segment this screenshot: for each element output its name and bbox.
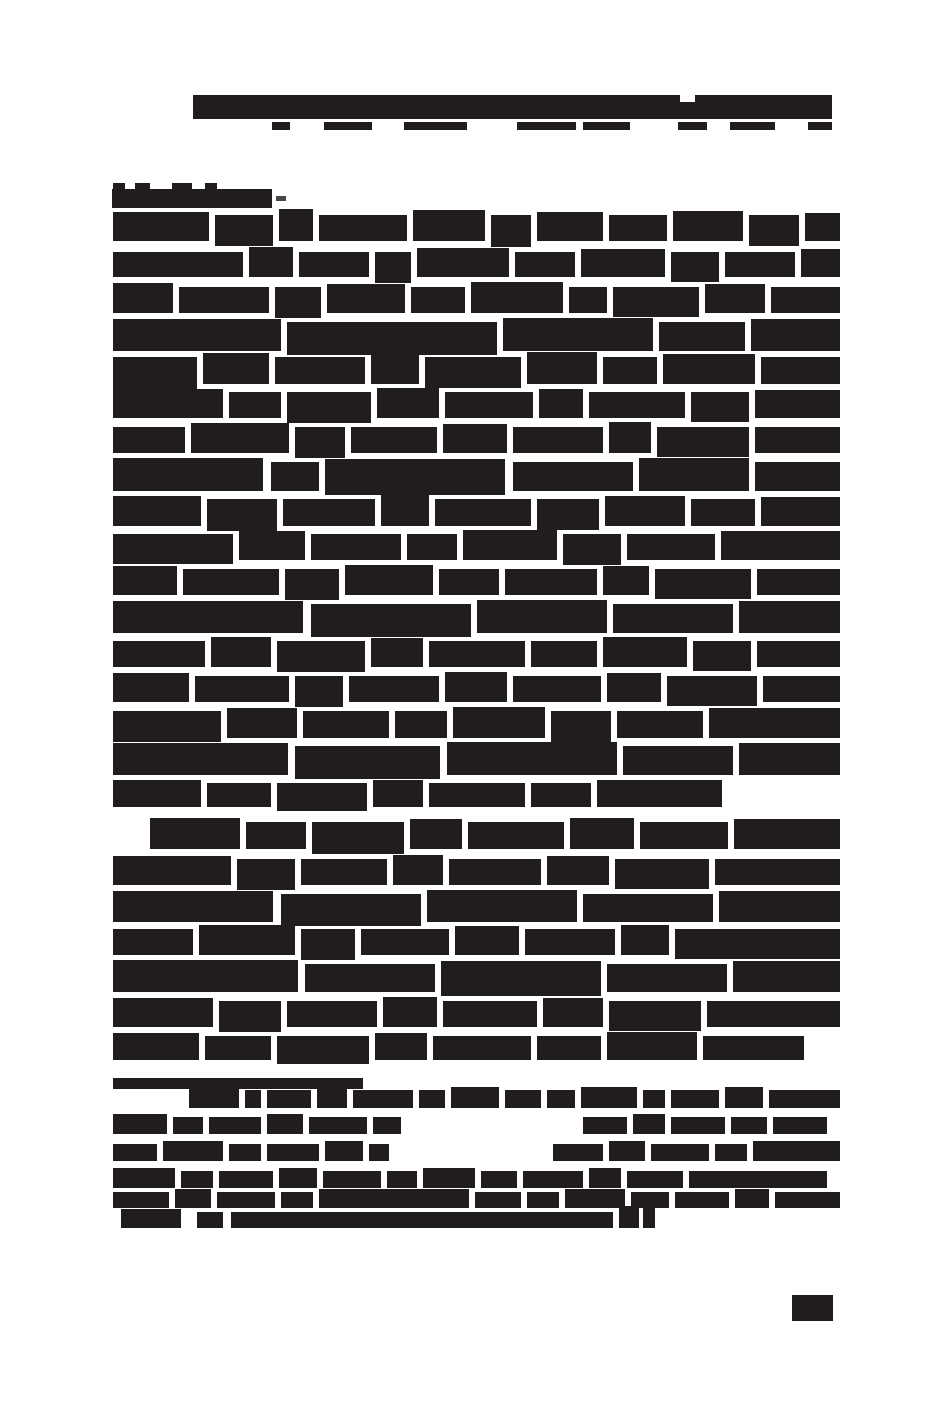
text-ink-fragment: [667, 676, 757, 706]
text-ink-fragment: [531, 783, 591, 807]
text-ink-fragment: [707, 1001, 840, 1027]
text-ink-fragment: [279, 1168, 317, 1188]
text-ink-fragment: [287, 1001, 377, 1027]
text-ink-fragment: [623, 746, 733, 775]
text-ink-fragment: [609, 215, 667, 241]
text-ink-fragment: [531, 641, 597, 667]
text-ink-fragment: [325, 459, 505, 495]
text-ink-fragment: [113, 283, 173, 313]
text-ink-fragment: [319, 1189, 469, 1208]
text-ink-fragment: [761, 357, 840, 384]
header-text-remnant: [730, 122, 775, 130]
text-ink-fragment: [445, 392, 533, 418]
text-ink-fragment: [113, 1192, 169, 1208]
text-ink-fragment: [205, 1036, 271, 1060]
text-ink-fragment: [463, 530, 557, 560]
text-ink-fragment: [267, 1144, 319, 1161]
text-ink-fragment: [583, 1117, 627, 1134]
body-text-line: [113, 783, 722, 807]
text-ink-fragment: [301, 859, 387, 885]
text-ink-fragment: [207, 499, 277, 531]
text-ink-fragment: [607, 964, 727, 992]
text-ink-fragment: [513, 427, 603, 453]
text-ink-fragment: [113, 458, 263, 491]
text-ink-fragment: [377, 388, 439, 418]
text-ink-fragment: [283, 499, 375, 526]
text-ink-fragment: [715, 859, 840, 885]
header-text-remnant: [272, 122, 290, 130]
text-ink-fragment: [471, 282, 563, 313]
body-text-line: [113, 322, 840, 351]
footnote-text-line: [113, 1144, 840, 1161]
text-ink-fragment: [229, 1144, 261, 1161]
text-ink-fragment: [113, 998, 213, 1027]
text-ink-fragment: [613, 604, 733, 633]
text-ink-fragment: [613, 287, 699, 317]
text-ink-fragment: [655, 569, 751, 599]
text-ink-fragment: [113, 641, 205, 667]
text-ink-fragment: [429, 783, 525, 807]
text-ink-fragment: [581, 1087, 637, 1108]
text-ink-fragment: [570, 818, 634, 849]
text-ink-fragment: [447, 742, 617, 775]
text-ink-fragment: [773, 1117, 827, 1134]
text-ink-fragment: [181, 1171, 213, 1188]
body-text-line: [113, 894, 840, 922]
text-ink-fragment: [267, 1114, 303, 1134]
text-ink-fragment: [295, 676, 343, 707]
text-ink-fragment: [439, 569, 499, 595]
text-ink-fragment: [375, 252, 411, 283]
text-ink-fragment: [583, 894, 713, 922]
text-ink-fragment: [505, 569, 597, 595]
text-ink-fragment: [277, 1036, 369, 1064]
footnote-text-line: [113, 1117, 827, 1134]
text-ink-fragment: [191, 423, 289, 453]
text-ink-fragment: [303, 711, 389, 738]
text-ink-fragment: [287, 392, 371, 423]
text-ink-fragment: [527, 352, 597, 384]
text-ink-fragment: [203, 353, 269, 384]
text-ink-fragment: [246, 822, 306, 849]
text-ink-fragment: [199, 925, 295, 955]
text-ink-fragment: [323, 1171, 381, 1188]
text-ink-fragment: [209, 1117, 261, 1134]
text-ink-fragment: [197, 1212, 223, 1228]
text-ink-fragment: [113, 566, 177, 595]
text-ink-fragment: [113, 891, 273, 922]
text-ink-fragment: [281, 894, 421, 926]
text-ink-fragment: [581, 249, 665, 277]
text-ink-fragment: [739, 743, 840, 775]
text-ink-fragment: [725, 252, 795, 277]
text-ink-fragment: [369, 1144, 389, 1161]
text-ink-fragment: [640, 822, 728, 849]
footnote-text-line: [113, 1171, 827, 1188]
text-ink-fragment: [309, 1117, 367, 1134]
text-ink-fragment: [525, 929, 615, 955]
text-ink-fragment: [227, 708, 297, 738]
text-ink-fragment: [295, 427, 345, 458]
text-ink-fragment: [281, 1192, 313, 1208]
text-ink-fragment: [245, 1090, 261, 1108]
text-ink-fragment: [353, 1090, 413, 1108]
text-ink-fragment: [609, 1141, 645, 1161]
header-text-remnant: [324, 122, 372, 130]
text-ink-fragment: [113, 534, 233, 564]
body-text-line: [113, 462, 840, 491]
text-ink-fragment: [427, 890, 577, 922]
text-ink-fragment: [275, 357, 365, 384]
text-ink-fragment: [453, 707, 545, 738]
text-ink-fragment: [311, 534, 401, 560]
text-ink-fragment: [113, 357, 197, 389]
header-text-remnant: [583, 122, 630, 130]
text-ink-fragment: [805, 213, 840, 241]
text-ink-fragment: [219, 1171, 273, 1188]
text-ink-fragment: [327, 284, 405, 313]
text-ink-fragment: [725, 1087, 763, 1108]
text-ink-fragment: [671, 1117, 725, 1134]
text-ink-fragment: [693, 641, 751, 671]
text-ink-fragment: [189, 1087, 239, 1108]
text-ink-fragment: [312, 822, 404, 854]
text-ink-fragment: [565, 1189, 625, 1208]
body-text-line: [113, 964, 840, 992]
text-ink-fragment: [239, 531, 305, 560]
text-ink-fragment: [651, 1144, 709, 1161]
text-ink-fragment: [503, 318, 653, 351]
text-ink-fragment: [537, 1036, 601, 1060]
text-ink-fragment: [443, 424, 507, 453]
text-ink-fragment: [229, 392, 281, 418]
body-text-line: [113, 1036, 804, 1060]
text-ink-fragment: [621, 925, 669, 955]
text-ink-fragment: [387, 1171, 417, 1188]
text-ink-fragment: [407, 534, 457, 560]
text-ink-fragment: [755, 390, 840, 418]
text-ink-fragment: [605, 496, 685, 526]
text-ink-fragment: [371, 354, 419, 384]
text-ink-fragment: [603, 566, 649, 595]
text-ink-fragment: [775, 1192, 840, 1208]
footnote-text-line: [113, 1212, 655, 1228]
text-ink-fragment: [237, 859, 295, 890]
text-ink-fragment: [657, 427, 749, 457]
text-ink-fragment: [547, 1090, 575, 1108]
text-ink-fragment: [371, 638, 423, 667]
text-ink-fragment: [183, 569, 279, 595]
text-ink-fragment: [113, 319, 281, 351]
text-ink-fragment: [709, 708, 840, 738]
text-ink-fragment: [231, 1212, 613, 1228]
text-ink-fragment: [410, 819, 462, 849]
text-ink-fragment: [417, 248, 509, 277]
text-ink-fragment: [609, 1001, 701, 1031]
text-ink-fragment: [751, 319, 840, 351]
text-ink-fragment: [475, 1192, 521, 1208]
body-text-line: [113, 215, 840, 241]
text-ink-fragment: [481, 1171, 517, 1188]
text-ink-fragment: [349, 676, 439, 702]
text-ink-fragment: [468, 822, 564, 849]
text-ink-fragment: [113, 212, 209, 241]
heading-main-blob: [112, 189, 272, 208]
text-ink-fragment: [633, 1114, 665, 1134]
text-ink-fragment: [361, 929, 449, 955]
text-ink-fragment: [537, 499, 599, 530]
footnote-text-line: [113, 1192, 840, 1208]
text-ink-fragment: [619, 1206, 639, 1228]
header-text-remnant: [678, 122, 707, 130]
text-ink-fragment: [195, 676, 289, 702]
text-ink-fragment: [113, 1168, 175, 1188]
body-text-line: [113, 929, 840, 955]
text-ink-fragment: [113, 427, 185, 453]
text-ink-fragment: [739, 601, 840, 633]
text-ink-fragment: [215, 215, 273, 246]
text-ink-fragment: [211, 637, 271, 667]
text-ink-fragment: [319, 215, 407, 241]
text-ink-fragment: [113, 711, 221, 742]
text-ink-fragment: [449, 859, 541, 885]
text-ink-fragment: [375, 1033, 427, 1060]
text-ink-fragment: [277, 641, 365, 672]
body-text-line: [113, 859, 840, 885]
text-ink-fragment: [603, 357, 657, 384]
text-ink-fragment: [113, 856, 231, 885]
text-ink-fragment: [381, 495, 429, 526]
header-text-remnant: [404, 122, 467, 130]
body-text-line: [150, 822, 840, 849]
text-ink-fragment: [691, 392, 749, 422]
text-ink-fragment: [537, 212, 603, 241]
text-ink-fragment: [113, 673, 189, 702]
header-bar-notch: [680, 95, 695, 102]
text-ink-fragment: [553, 1144, 603, 1161]
text-ink-fragment: [113, 252, 243, 277]
text-ink-fragment: [299, 252, 369, 277]
text-ink-fragment: [287, 322, 497, 355]
text-ink-fragment: [617, 711, 703, 738]
text-ink-fragment: [671, 1090, 719, 1108]
text-ink-fragment: [663, 354, 755, 384]
text-ink-fragment: [113, 1033, 199, 1060]
text-ink-fragment: [603, 637, 687, 667]
text-ink-fragment: [345, 565, 433, 595]
text-ink-fragment: [249, 247, 293, 277]
text-ink-fragment: [527, 1192, 559, 1208]
text-ink-fragment: [569, 287, 607, 313]
text-ink-fragment: [607, 673, 661, 702]
heading-tail-fragment: [276, 196, 286, 201]
text-ink-fragment: [505, 1090, 541, 1108]
text-ink-fragment: [207, 783, 271, 807]
text-ink-fragment: [441, 961, 601, 996]
text-ink-fragment: [173, 1117, 203, 1134]
text-ink-fragment: [113, 743, 288, 775]
text-ink-fragment: [113, 389, 223, 418]
body-text-line: [113, 641, 840, 667]
text-ink-fragment: [703, 1036, 804, 1060]
text-ink-fragment: [615, 859, 709, 889]
body-text-line: [113, 357, 840, 384]
text-ink-fragment: [373, 780, 423, 807]
body-text-line: [113, 569, 840, 595]
text-ink-fragment: [219, 1001, 281, 1032]
text-ink-fragment: [643, 1090, 665, 1108]
text-ink-fragment: [301, 929, 355, 960]
text-ink-fragment: [411, 287, 465, 313]
text-ink-fragment: [597, 780, 722, 807]
text-ink-fragment: [491, 215, 531, 247]
text-ink-fragment: [217, 1192, 275, 1208]
page-number-blob: [792, 1295, 833, 1321]
text-ink-fragment: [325, 1141, 363, 1161]
text-ink-fragment: [671, 252, 719, 282]
text-ink-fragment: [113, 1144, 157, 1161]
text-ink-fragment: [429, 641, 525, 667]
text-ink-fragment: [673, 211, 743, 241]
text-ink-fragment: [513, 676, 601, 702]
text-ink-fragment: [627, 1171, 683, 1188]
text-ink-fragment: [113, 496, 201, 526]
text-ink-fragment: [113, 1114, 167, 1134]
text-ink-fragment: [279, 209, 313, 241]
text-ink-fragment: [277, 783, 367, 811]
text-ink-fragment: [675, 929, 840, 959]
text-ink-fragment: [753, 1141, 840, 1161]
text-ink-fragment: [433, 1036, 531, 1060]
text-ink-fragment: [285, 569, 339, 600]
text-ink-fragment: [383, 997, 437, 1027]
text-ink-fragment: [607, 1032, 697, 1060]
text-ink-fragment: [609, 422, 651, 453]
text-ink-fragment: [373, 1117, 401, 1134]
text-ink-fragment: [351, 427, 437, 453]
text-ink-fragment: [113, 601, 303, 633]
text-ink-fragment: [757, 641, 840, 667]
body-text-line: [113, 1001, 840, 1027]
text-ink-fragment: [455, 926, 519, 955]
text-ink-fragment: [761, 497, 840, 526]
text-ink-fragment: [627, 534, 715, 560]
text-ink-fragment: [395, 711, 447, 738]
text-ink-fragment: [691, 499, 755, 526]
text-ink-fragment: [735, 1189, 769, 1208]
text-ink-fragment: [179, 287, 269, 313]
text-ink-fragment: [150, 818, 240, 849]
body-text-line: [113, 711, 840, 738]
header-text-remnant: [517, 122, 576, 130]
text-ink-fragment: [639, 458, 749, 491]
text-ink-fragment: [659, 322, 745, 351]
text-ink-fragment: [734, 819, 840, 849]
text-ink-fragment: [305, 964, 435, 992]
text-ink-fragment: [731, 1117, 767, 1134]
header-underline-remnants: [0, 122, 945, 130]
body-text-line: [113, 746, 840, 775]
text-ink-fragment: [163, 1141, 223, 1161]
body-text-line: [113, 534, 840, 560]
text-ink-fragment: [523, 1171, 583, 1188]
text-ink-fragment: [423, 1168, 475, 1188]
text-ink-fragment: [689, 1171, 827, 1188]
text-ink-fragment: [175, 1189, 211, 1208]
running-header-bar: [193, 95, 832, 119]
text-ink-fragment: [589, 392, 685, 418]
text-ink-fragment: [295, 746, 440, 779]
text-ink-fragment: [413, 210, 485, 241]
body-text-line: [113, 427, 840, 453]
text-ink-fragment: [705, 284, 765, 313]
text-ink-fragment: [547, 856, 609, 885]
text-ink-fragment: [749, 215, 799, 246]
text-ink-fragment: [763, 676, 840, 702]
text-ink-fragment: [755, 427, 840, 453]
text-ink-fragment: [311, 604, 471, 637]
text-ink-fragment: [435, 499, 531, 526]
text-ink-fragment: [275, 287, 321, 318]
text-ink-fragment: [267, 1090, 311, 1108]
text-ink-fragment: [721, 531, 840, 560]
text-ink-fragment: [771, 287, 840, 313]
body-text-line: [113, 604, 840, 633]
text-ink-fragment: [515, 252, 575, 277]
text-ink-fragment: [755, 462, 840, 491]
text-ink-fragment: [419, 1090, 445, 1108]
text-ink-fragment: [271, 462, 319, 491]
text-ink-fragment: [121, 1209, 181, 1228]
body-text-line: [113, 676, 840, 702]
text-ink-fragment: [317, 1087, 347, 1108]
text-ink-fragment: [425, 357, 521, 388]
text-ink-fragment: [445, 672, 507, 702]
text-ink-fragment: [643, 1206, 655, 1228]
text-ink-fragment: [543, 998, 603, 1027]
header-text-remnant: [808, 122, 832, 130]
text-ink-fragment: [113, 780, 201, 807]
body-text-line: [113, 252, 840, 277]
text-ink-fragment: [589, 1168, 621, 1188]
text-ink-fragment: [733, 961, 840, 992]
text-ink-fragment: [757, 569, 840, 595]
section-heading-blob: [0, 0, 945, 1]
body-text-line: [113, 499, 840, 526]
text-ink-fragment: [675, 1192, 729, 1208]
body-text-line: [113, 287, 840, 313]
text-ink-fragment: [113, 960, 298, 992]
body-text-line: [113, 392, 840, 418]
text-ink-fragment: [715, 1144, 747, 1161]
text-ink-fragment: [443, 1001, 537, 1027]
footnote-text-line: [113, 1090, 840, 1108]
text-ink-fragment: [769, 1090, 840, 1108]
text-ink-fragment: [513, 462, 633, 491]
text-ink-fragment: [477, 600, 607, 633]
text-ink-fragment: [551, 711, 611, 743]
text-ink-fragment: [539, 389, 583, 418]
text-ink-fragment: [113, 929, 193, 955]
text-ink-fragment: [719, 891, 840, 922]
text-ink-fragment: [393, 855, 443, 885]
text-ink-fragment: [451, 1087, 499, 1108]
text-ink-fragment: [801, 249, 840, 277]
text-ink-fragment: [563, 534, 621, 565]
